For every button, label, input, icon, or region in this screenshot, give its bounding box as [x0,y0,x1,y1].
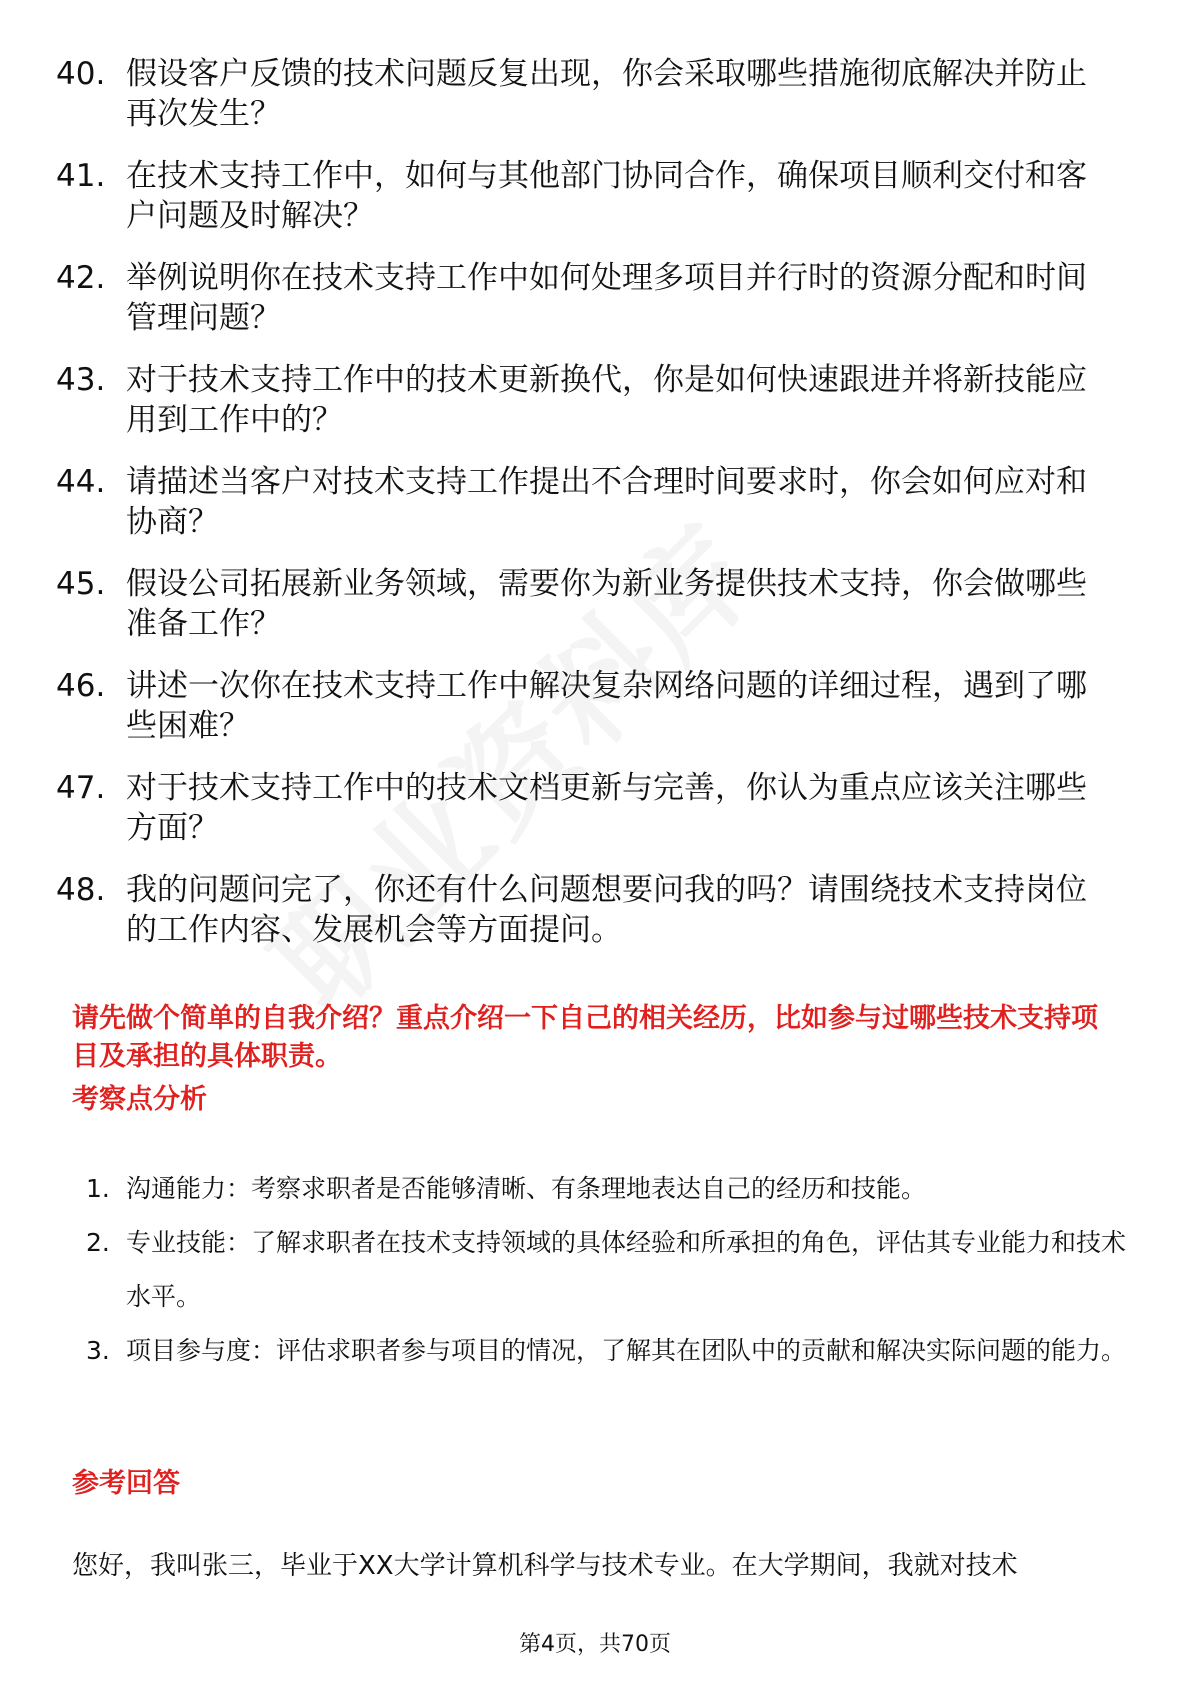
analysis-number: 2. [86,1228,110,1257]
analysis-text: 专业技能：了解求职者在技术支持领域的具体经验和所承担的角色，评估其专业能力和技术水平。 [126,1228,1127,1311]
question-number: 48. [56,872,106,908]
question-number: 42. [56,260,106,296]
question-text: 假设公司拓展新业务领域，需要你为新业务提供技术支持，你会做哪些准备工作？ [126,566,1087,642]
question-number: 47. [56,770,106,806]
question-text: 在技术支持工作中，如何与其他部门协同合作，确保项目顺利交付和客户问题及时解决？ [126,158,1087,234]
question-text: 举例说明你在技术支持工作中如何处理多项目并行时的资源分配和时间管理问题？ [126,260,1087,336]
question-number: 45. [56,566,106,602]
question-text: 假设客户反馈的技术问题反复出现，你会采取哪些措施彻底解决并防止再次发生？ [126,56,1087,132]
analysis-item [86,1162,1126,1216]
question-number: 46. [56,668,106,704]
analysis-heading: 考察点分析 [72,1084,207,1115]
question-item [56,156,1106,236]
question-text: 对于技术支持工作中的技术文档更新与完善，你认为重点应该关注哪些方面？ [126,770,1087,846]
answer-text: 您好，我叫张三，毕业于XX大学计算机科学与技术专业。在大学期间，我就对技术 [72,1551,1018,1581]
question-item [56,54,1106,134]
analysis-text: 项目参与度：评估求职者参与项目的情况，了解其在团队中的贡献和解决实际问题的能力。 [126,1336,1127,1365]
question-item [56,564,1106,644]
analysis-item [86,1216,1126,1324]
question-item [56,870,1106,950]
analysis-item [86,1324,1126,1378]
question-text: 请描述当客户对技术支持工作提出不合理时间要求时，你会如何应对和协商？ [126,464,1087,540]
question-text: 对于技术支持工作中的技术更新换代，你是如何快速跟进并将新技能应用到工作中的？ [126,362,1087,438]
analysis-text: 沟通能力：考察求职者是否能够清晰、有条理地表达自己的经历和技能。 [126,1174,927,1203]
question-number: 44. [56,464,106,500]
question-number: 43. [56,362,106,398]
question-list [56,54,1106,972]
answer-heading: 参考回答 [72,1468,180,1499]
question-number: 41. [56,158,106,194]
question-text: 我的问题问完了，你还有什么问题想要问我的吗？请围绕技术支持岗位的工作内容、发展机会等方面提问。 [126,872,1087,948]
question-number: 40. [56,56,106,92]
question-item [56,258,1106,338]
question-item [56,666,1106,746]
question-item [56,768,1106,848]
question-text: 讲述一次你在技术支持工作中解决复杂网络问题的详细过程，遇到了哪些困难？ [126,668,1087,744]
question-item [56,462,1106,542]
question-item [56,360,1106,440]
page-number-footer: 第4页，共70页 [519,1632,671,1657]
highlight-question: 请先做个简单的自我介绍？重点介绍一下自己的相关经历，比如参与过哪些技术支持项目及承担的具体职责。 [72,1003,1098,1072]
analysis-number: 3. [86,1336,110,1365]
analysis-list [86,1162,1126,1378]
analysis-number: 1. [86,1174,110,1203]
